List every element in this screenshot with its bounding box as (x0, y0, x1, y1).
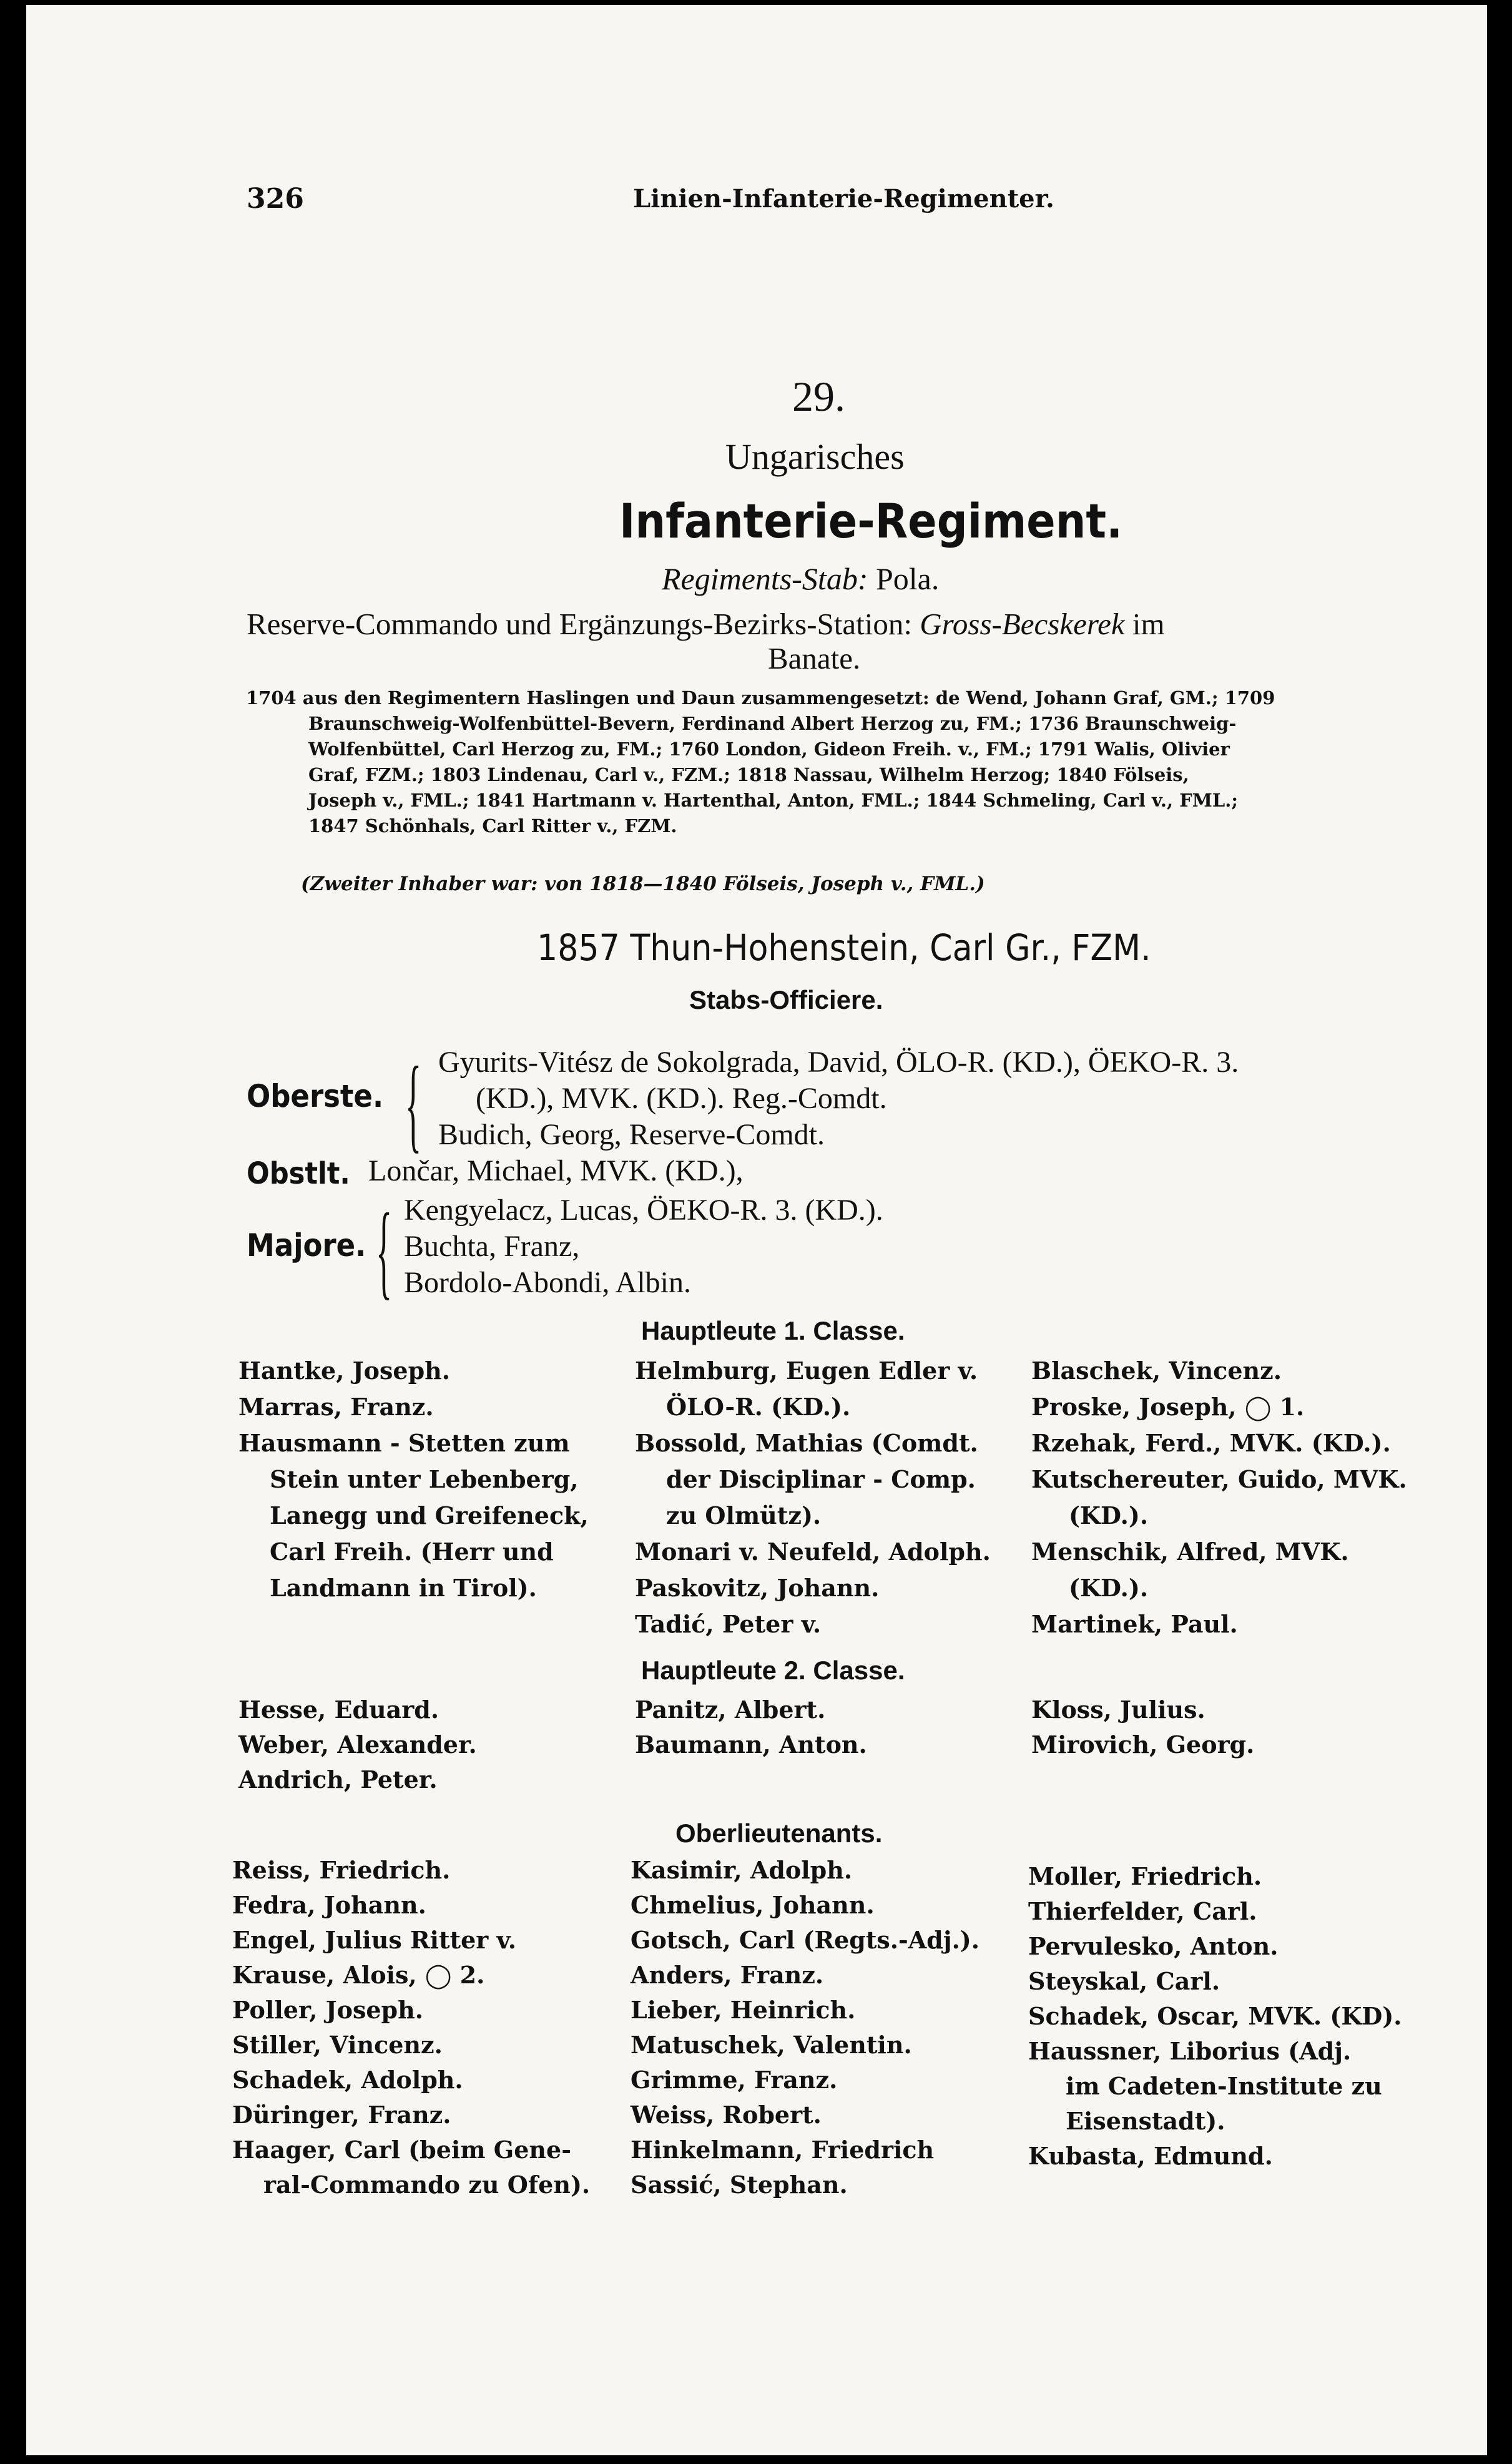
officer-entry: Landmann in Tirol). (270, 1574, 537, 1602)
officer-entry: Rzehak, Ferd., MVK. (KD.). (1031, 1429, 1391, 1457)
hauptleute1-col3 (1031, 1357, 1431, 1650)
officer-entry: Kloss, Julius. (1031, 1696, 1205, 1724)
officer-entry: im Cadeten-Institute zu (1066, 2072, 1382, 2100)
regiment-nationality: Ungarisches (725, 436, 905, 477)
officer-entry: der Disciplinar - Comp. (666, 1465, 976, 1493)
second-owner: (Zweiter Inhaber war: von 1818—1840 Fölseis, Joseph v., FML.) (301, 873, 985, 895)
officer-entry: Haager, Carl (beim Gene- (232, 2136, 571, 2164)
officer-entry: Andrich, Peter. (238, 1765, 438, 1794)
stab-location: Pola. (875, 561, 940, 596)
officer-entry: Paskovitz, Johann. (635, 1574, 880, 1602)
regiment-title: Infanterie-Regiment. (619, 493, 1123, 549)
history-line: Joseph v., FML.; 1841 Hartmann v. Hartenthal, Anton, FML.; 1844 Schmeling, Carl v., FML.; (308, 790, 1239, 811)
officer-entry: Blaschek, Vincenz. (1031, 1357, 1282, 1385)
officer-entry: Kubasta, Edmund. (1028, 2142, 1273, 2170)
oberste-item: Gyurits-Vitész de Sokolgrada, David, ÖLO-R. (KD.), ÖEKO-R. 3. (438, 1046, 1239, 1079)
officer-entry: Matuschek, Valentin. (631, 2031, 912, 2059)
officer-entry: Lieber, Heinrich. (631, 1996, 856, 2024)
majore-list (404, 1192, 883, 1301)
majore-label: Majore. (247, 1227, 366, 1264)
officer-entry: Carl Freih. (Herr und (270, 1538, 554, 1566)
hauptleute2-col2 (635, 1696, 1022, 1770)
officer-entry: Tadić, Peter v. (635, 1610, 822, 1638)
officer-entry: Menschik, Alfred, MVK. (1031, 1538, 1349, 1566)
officer-entry: (KD.). (1069, 1574, 1149, 1602)
officer-entry: Eisenstadt). (1066, 2107, 1225, 2135)
reserve-line (247, 606, 1165, 642)
officer-entry: Moller, Friedrich. (1028, 1862, 1262, 1890)
officer-entry: Kutschereuter, Guido, MVK. (1031, 1465, 1407, 1493)
officer-entry: Helmburg, Eugen Edler v. (635, 1357, 978, 1385)
officer-entry: Sassić, Stephan. (631, 2171, 848, 2199)
oberlieutenants-col2 (631, 1856, 1018, 2231)
history-line: Wolfenbüttel, Carl Herzog zu, FM.; 1760 London, Gideon Freih. v., FM.; 1791 Walis, Olivier (308, 739, 1230, 760)
reserve-line-2: Banate. (768, 641, 861, 675)
oberste-item: Budich, Georg, Reserve-Comdt. (438, 1118, 825, 1151)
history-paragraph (246, 685, 1275, 839)
oberlieutenants-col1 (232, 1856, 613, 2231)
officer-entry: Hantke, Joseph. (238, 1357, 450, 1385)
reserve-label: Reserve-Commando und Ergänzungs-Bezirks-Station: (247, 607, 912, 641)
officer-entry: Marras, Franz. (238, 1393, 434, 1421)
hauptleute1-heading: Hauptleute 1. Classe. (641, 1316, 905, 1345)
officer-entry: Lanegg und Greifeneck, (270, 1501, 589, 1529)
scanned-page (26, 5, 1487, 2455)
officer-entry: Engel, Julius Ritter v. (232, 1926, 516, 1954)
hauptleute1-col2 (635, 1357, 1022, 1650)
officer-entry: Proske, Joseph, ◯ 1. (1031, 1393, 1305, 1421)
officer-entry: Steyskal, Carl. (1028, 1967, 1220, 1995)
officer-entry: Bossold, Mathias (Comdt. (635, 1429, 978, 1457)
history-line: Graf, FZM.; 1803 Lindenau, Carl v., FZM.; 1818 Nassau, Wilhelm Herzog; 1840 Fölseis, (308, 764, 1189, 785)
officer-entry: Weber, Alexander. (238, 1730, 477, 1759)
officer-entry: Anders, Franz. (631, 1961, 824, 1989)
officer-entry: zu Olmütz). (666, 1501, 822, 1529)
majore-item: Kengyelacz, Lucas, ÖEKO-R. 3. (KD.). (404, 1194, 883, 1227)
officer-entry: Hesse, Eduard. (238, 1696, 439, 1724)
majore-item: Bordolo-Abondi, Albin. (404, 1266, 692, 1299)
officer-entry: Fedra, Johann. (232, 1891, 426, 1919)
hauptleute1-col1 (238, 1357, 613, 1606)
history-line: 1704 aus den Regimentern Haslingen und Daun zusammengesetzt: de Wend, Johann Graf, GM.; 1709 (246, 687, 1275, 709)
officer-entry: Haussner, Liborius (Adj. (1028, 2037, 1352, 2065)
officer-entry: Krause, Alois, ◯ 2. (232, 1961, 485, 1989)
officer-entry: Thierfelder, Carl. (1028, 1897, 1257, 1925)
reserve-tail: im (1132, 607, 1165, 641)
hauptleute2-col3 (1031, 1696, 1431, 1770)
officer-entry: Stein unter Lebenberg, (270, 1465, 579, 1493)
officer-entry: Hausmann - Stetten zum (238, 1429, 570, 1457)
hauptleute2-heading: Hauptleute 2. Classe. (641, 1656, 905, 1685)
officer-entry: ÖLO-R. (KD.). (666, 1393, 851, 1421)
brace-icon: { (405, 1045, 422, 1162)
oberste-item: (KD.), MVK. (KD.). Reg.-Comdt. (476, 1082, 887, 1115)
officer-entry: ral-Commando zu Ofen). (263, 2171, 591, 2199)
officer-entry: Hinkelmann, Friedrich (631, 2136, 935, 2164)
officer-entry: Monari v. Neufeld, Adolph. (635, 1538, 991, 1566)
oberste-label: Oberste. (247, 1078, 384, 1114)
officer-entry: Gotsch, Carl (Regts.-Adj.). (631, 1926, 980, 1954)
officer-entry: Weiss, Robert. (631, 2101, 822, 2129)
history-line: Braunschweig-Wolfenbüttel-Bevern, Ferdinand Albert Herzog zu, FM.; 1736 Braunschweig- (308, 713, 1237, 734)
officer-entry: Pervulesko, Anton. (1028, 1932, 1279, 1960)
regiment-stab (662, 561, 939, 597)
officer-entry: Martinek, Paul. (1031, 1610, 1238, 1638)
regiment-owner: 1857 Thun-Hohenstein, Carl Gr., FZM. (537, 926, 1151, 969)
running-title: Linien-Infanterie-Regimenter. (633, 184, 1054, 214)
officer-entry: Grimme, Franz. (631, 2066, 838, 2094)
officer-entry: Stiller, Vincenz. (232, 2031, 443, 2059)
officer-entry: Kasimir, Adolph. (631, 1856, 853, 1884)
officer-entry: Düringer, Franz. (232, 2101, 451, 2129)
officer-entry: Poller, Joseph. (232, 1996, 423, 2024)
officer-entry: Mirovich, Georg. (1031, 1730, 1255, 1759)
officer-entry: Panitz, Albert. (635, 1696, 826, 1724)
stab-label: Regiments-Stab: (662, 561, 868, 596)
oberlieutenants-heading: Oberlieutenants. (675, 1819, 883, 1848)
majore-item: Buchta, Franz, (404, 1230, 580, 1263)
oberlieutenants-col3 (1028, 1862, 1434, 2212)
officer-entry: (KD.). (1069, 1501, 1149, 1529)
officer-entry: Reiss, Friedrich. (232, 1856, 451, 1884)
history-line: 1847 Schönhals, Carl Ritter v., FZM. (308, 815, 677, 837)
brace-icon: { (376, 1192, 393, 1309)
regiment-number: 29. (792, 373, 845, 420)
hauptleute2-col1 (238, 1696, 613, 1808)
obstlt-entry: Lončar, Michael, MVK. (KD.), (368, 1154, 744, 1187)
officer-entry: Schadek, Adolph. (232, 2066, 463, 2094)
obstlt-label: Obstlt. (247, 1156, 350, 1191)
oberste-list (438, 1044, 1239, 1153)
officer-entry: Schadek, Oscar, MVK. (KD). (1028, 2002, 1402, 2030)
officer-entry: Baumann, Anton. (635, 1730, 867, 1759)
reserve-location: Gross-Becskerek (920, 607, 1125, 641)
staff-heading: Stabs-Officiere. (689, 985, 883, 1014)
page-number: 326 (247, 183, 304, 215)
officer-entry: Chmelius, Johann. (631, 1891, 875, 1919)
